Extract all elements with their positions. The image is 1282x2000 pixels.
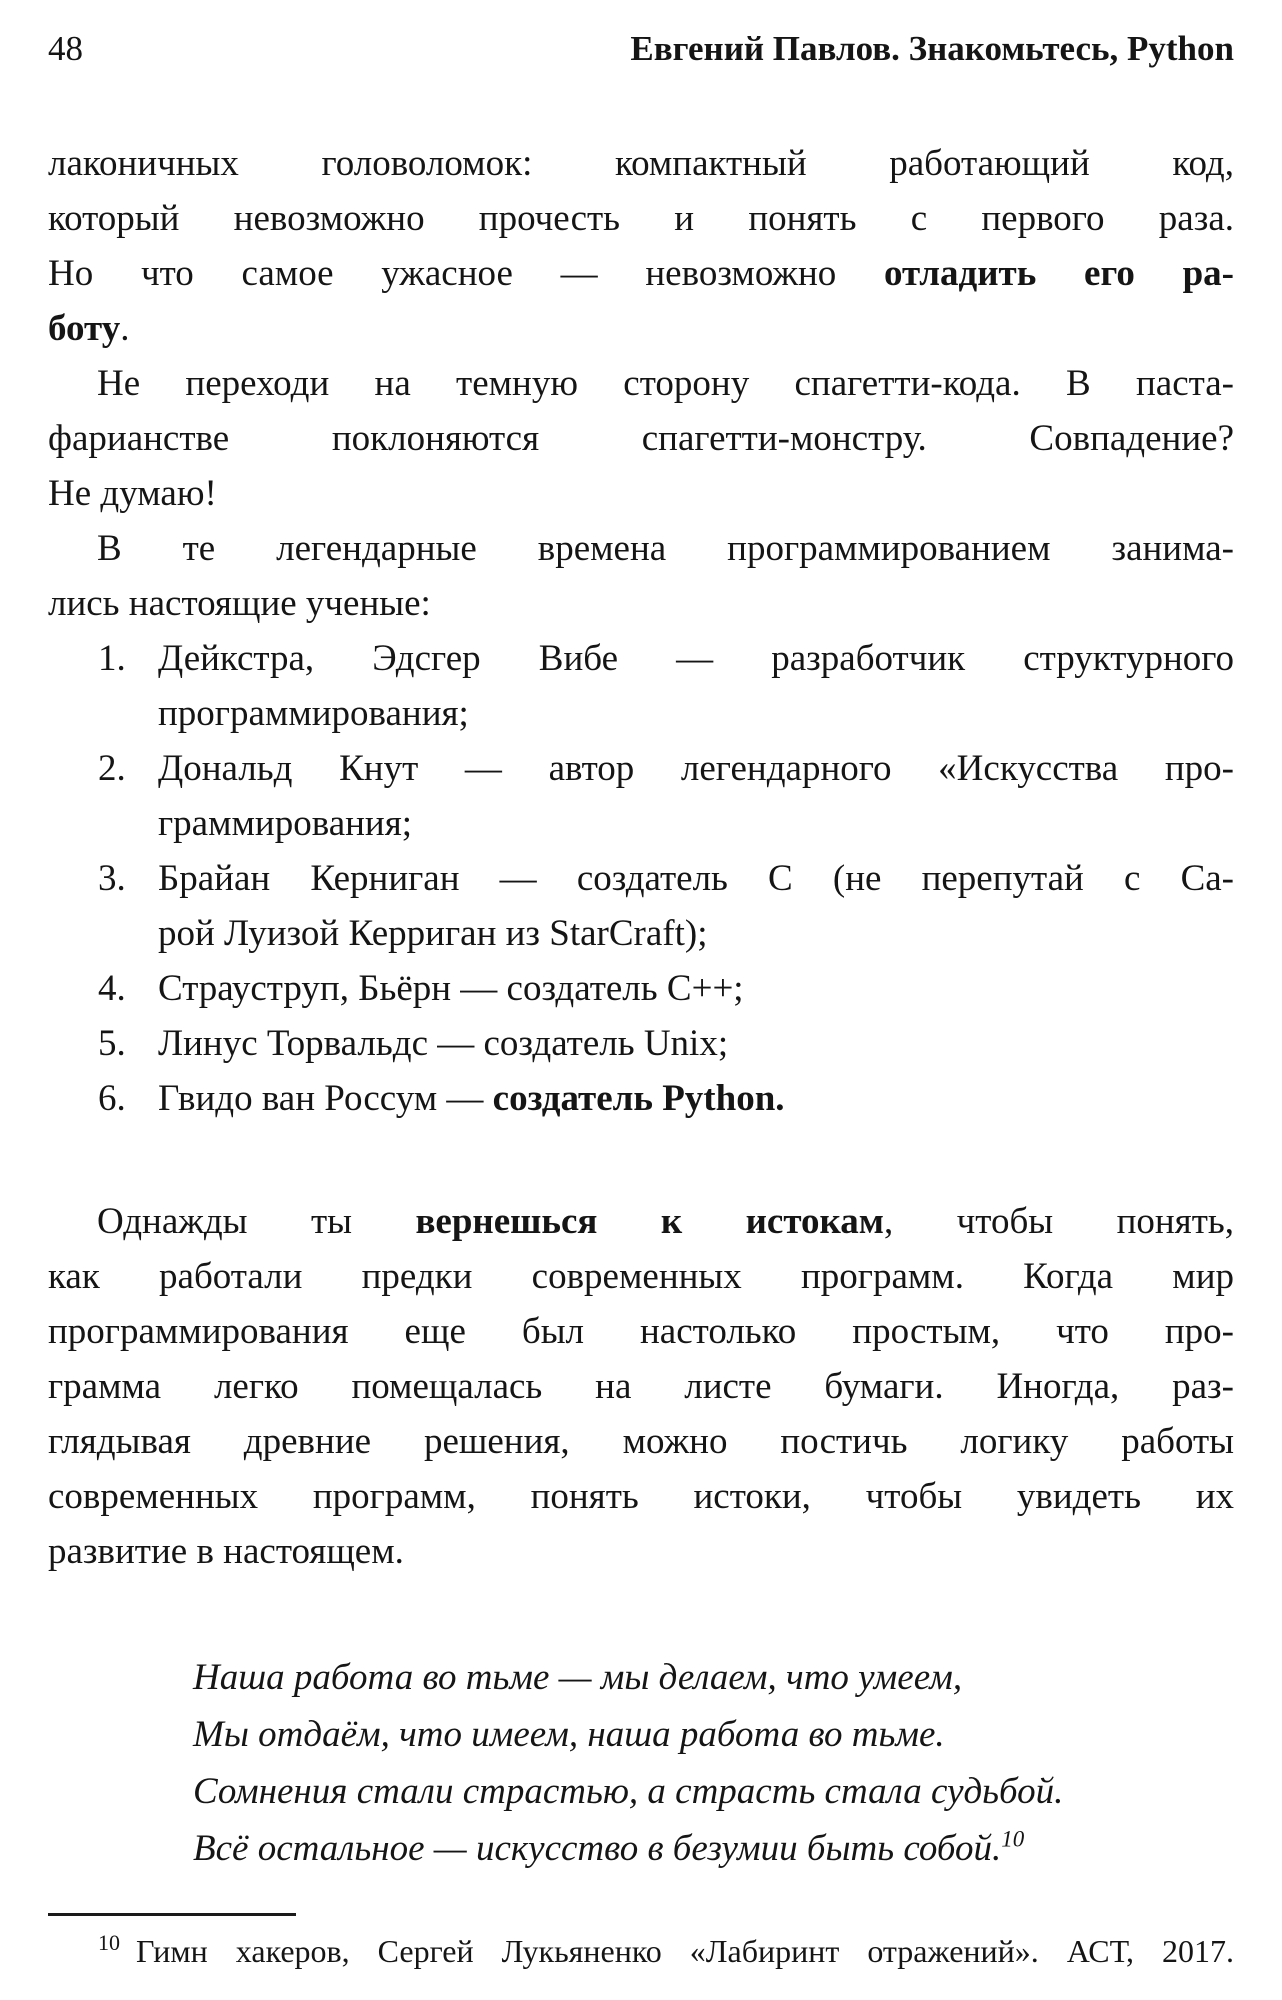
list-item-text <box>158 1016 1234 1071</box>
text-line <box>48 1524 1234 1579</box>
text-segment: Дейкстра, Эдсгер Вибе — разработчик структурного <box>158 638 1234 679</box>
text-line <box>48 1469 1234 1524</box>
text-segment: программирования; <box>158 693 469 734</box>
paragraph <box>48 521 1234 631</box>
list-item-text <box>158 741 1234 851</box>
text-segment: Сомнения стали страстью, а страсть стала судьбой. <box>193 1771 1064 1812</box>
text-segment: вернешься к истокам <box>415 1201 884 1242</box>
text-segment: Однажды ты <box>97 1201 416 1242</box>
text-segment: лись настоящие ученые: <box>48 583 431 624</box>
text-segment: Но что самое ужасное — невозможно <box>48 253 884 294</box>
text-line <box>48 1359 1234 1414</box>
list-item-text <box>158 631 1234 741</box>
list-item <box>98 961 1234 1016</box>
list-item <box>98 1071 1234 1126</box>
list-item-number: 1. <box>98 638 126 679</box>
text-line <box>158 741 1234 796</box>
text-segment: Мы отдаём, что имеем, наша работа во тьме. <box>193 1714 945 1755</box>
text-segment: боту <box>48 308 121 349</box>
text-segment: Всё остальное — искусство в безумии быть собой. <box>193 1828 1002 1869</box>
text-line <box>48 521 1234 576</box>
text-segment: В те легендарные времена программированием занима- <box>97 528 1234 569</box>
text-segment: Гвидо ван Россум — <box>158 1078 493 1119</box>
text-line <box>48 411 1234 466</box>
text-line <box>48 191 1234 246</box>
text-segment: Дональд Кнут — автор легендарного «Искусства про- <box>158 748 1234 789</box>
text-segment: Наша работа во тьме — мы делаем, что умеем, <box>193 1657 963 1698</box>
text-segment: современных программ, понять истоки, чтобы увидеть их <box>48 1476 1234 1517</box>
text-segment: как работали предки современных программ. Когда мир <box>48 1256 1234 1297</box>
list-item-text <box>158 961 1234 1016</box>
text-segment: который невозможно прочесть и понять с первого раза. <box>48 198 1234 239</box>
text-line <box>158 1016 1234 1071</box>
text-segment: рой Луизой Керриган из StarCraft); <box>158 913 708 954</box>
list-item <box>98 741 1234 851</box>
verse-line <box>193 1649 1234 1706</box>
text-segment: Не переходи на темную сторону спагетти-кода. В паста- <box>97 363 1234 404</box>
text-segment: программирования еще был настолько простым, что про- <box>48 1311 1234 1352</box>
list-item-number: 6. <box>98 1078 126 1119</box>
text-segment: лаконичных головоломок: компактный работающий код, <box>48 143 1234 184</box>
text-line <box>48 301 1234 356</box>
text-line <box>158 631 1234 686</box>
text-segment: грамма легко помещалась на листе бумаги. Иногда, раз- <box>48 1366 1234 1407</box>
paragraph <box>48 356 1234 521</box>
text-line <box>48 1249 1234 1304</box>
paragraph <box>48 1194 1234 1579</box>
text-line <box>48 136 1234 191</box>
text-segment: фарианстве поклоняются спагетти-монстру. Совпадение? <box>48 418 1234 459</box>
text-line <box>48 576 1234 631</box>
page-number: 48 <box>48 29 83 68</box>
text-line <box>48 356 1234 411</box>
verse-line <box>193 1763 1234 1820</box>
verse-quote <box>193 1649 1234 1877</box>
paragraph <box>48 136 1234 356</box>
text-segment: , чтобы понять, <box>883 1201 1234 1242</box>
list-item-text <box>158 1071 1234 1126</box>
text-line <box>158 851 1234 906</box>
footnote <box>48 1928 1234 1974</box>
footnote-marker: 10 <box>98 1930 120 1956</box>
text-line <box>48 246 1234 301</box>
text-line <box>48 1304 1234 1359</box>
text-segment: Линус Торвальдс — создатель Unix; <box>158 1023 729 1064</box>
text-segment: Страуструп, Бьёрн — создатель C++; <box>158 968 744 1009</box>
list-item-number: 5. <box>98 1023 126 1064</box>
running-title: Евгений Павлов. Знакомьтесь, Python <box>630 29 1234 68</box>
footnote-rule <box>48 1913 296 1916</box>
text-line <box>158 1071 1234 1126</box>
text-segment: создатель Python. <box>492 1078 785 1119</box>
text-segment: отладить его ра- <box>884 253 1234 294</box>
list-item-number: 2. <box>98 748 126 789</box>
text-line <box>158 906 1234 961</box>
text-line <box>158 686 1234 741</box>
text-segment: граммирования; <box>158 803 413 844</box>
text-segment: развитие в настоящем. <box>48 1531 404 1572</box>
text-segment: Брайан Керниган — создатель C (не перепутай с Са- <box>158 858 1234 899</box>
text-segment: Не думаю! <box>48 473 217 514</box>
list-item <box>98 1016 1234 1071</box>
text-line <box>48 1414 1234 1469</box>
text-line <box>48 466 1234 521</box>
text-line <box>48 1194 1234 1249</box>
list-item <box>98 631 1234 741</box>
text-line <box>158 796 1234 851</box>
text-column <box>48 136 1234 1877</box>
verse-line <box>193 1820 1234 1877</box>
text-segment: . <box>120 308 130 349</box>
text-segment: 10 <box>1001 1826 1025 1852</box>
footnote-text: Гимн хакеров, Сергей Лукьяненко «Лабиринт отражений». АСТ, 2017. <box>136 1933 1234 1969</box>
list-item <box>98 851 1234 961</box>
verse-line <box>193 1706 1234 1763</box>
running-header <box>48 28 1234 70</box>
list-item-number: 3. <box>98 858 126 899</box>
numbered-list <box>98 631 1234 1126</box>
text-segment: глядывая древние решения, можно постичь логику работы <box>48 1421 1234 1462</box>
list-item-number: 4. <box>98 968 126 1009</box>
list-item-text <box>158 851 1234 961</box>
text-line <box>158 961 1234 1016</box>
